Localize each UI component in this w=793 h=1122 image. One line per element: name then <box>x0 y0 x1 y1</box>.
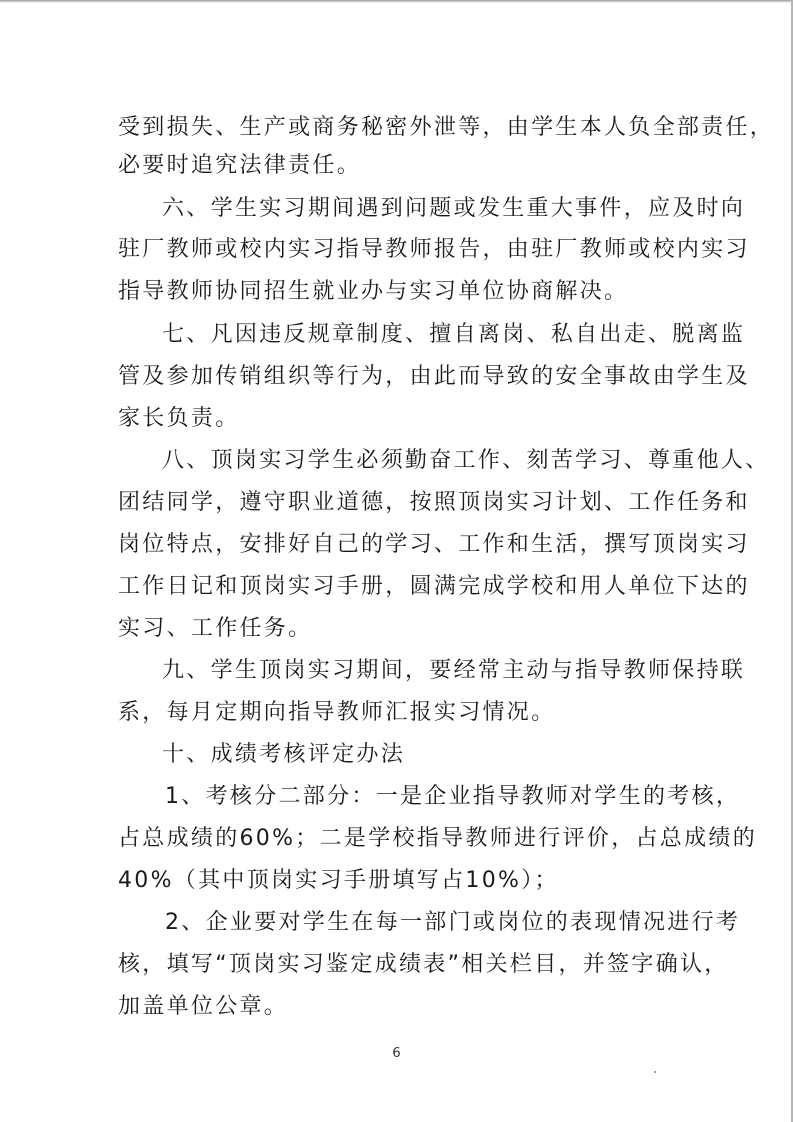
text-line: 驻厂教师或校内实习指导教师报告，由驻厂教师或校内实习 <box>118 237 750 262</box>
text-line: 岗位特点，安排好自己的学习、工作和生活，撰写顶岗实习 <box>118 532 750 557</box>
text-line: 加盖单位公章。 <box>118 994 289 1019</box>
scan-speck <box>654 1071 656 1073</box>
text-line: 八、顶岗实习学生必须勤奋工作、刻苦学习、尊重他人、 <box>162 448 770 473</box>
text-line: 必要时追究法律责任。 <box>118 153 362 178</box>
text-line: 核，填写“顶岗实习鉴定成绩表”相关栏目，并签字确认， <box>118 952 729 977</box>
text-line: 六、学生实习期间遇到问题或发生重大事件，应及时向 <box>162 196 746 221</box>
text-line: 七、凡因违反规章制度、擅自离岗、私自出走、脱离监 <box>162 322 746 347</box>
text-line: 管及参加传销组织等行为，由此而导致的安全事故由学生及 <box>118 364 750 389</box>
text-line: 系，每月定期向指导教师汇报实习情况。 <box>118 700 556 725</box>
text-line: 指导教师协同招生就业办与实习单位协商解决。 <box>118 279 629 304</box>
text-line: 40%（其中顶岗实习手册填写占10%）； <box>118 868 559 893</box>
text-line: 十、成绩考核评定办法 <box>162 742 406 767</box>
text-line: 2、企业要对学生在每一部门或岗位的表现情况进行考 <box>165 910 741 935</box>
text-line: 占总成绩的60%；二是学校指导教师进行评价，占总成绩的 <box>118 826 757 851</box>
text-line: 家长负责。 <box>118 406 240 431</box>
text-line: 九、学生顶岗实习期间，要经常主动与指导教师保持联 <box>162 658 746 683</box>
text-line: 实习、工作任务。 <box>118 616 313 641</box>
text-line: 团结同学，遵守职业道德，按照顶岗实习计划、工作任务和 <box>118 490 750 515</box>
text-line: 工作日记和顶岗实习手册，圆满完成学校和用人单位下达的 <box>118 574 750 599</box>
text-line: 1、考核分二部分：一是企业指导教师对学生的考核， <box>165 784 741 809</box>
text-line: 受到损失、生产或商务秘密外泄等，由学生本人负全部责任， <box>118 115 775 140</box>
page-number: 6 <box>392 1046 401 1061</box>
